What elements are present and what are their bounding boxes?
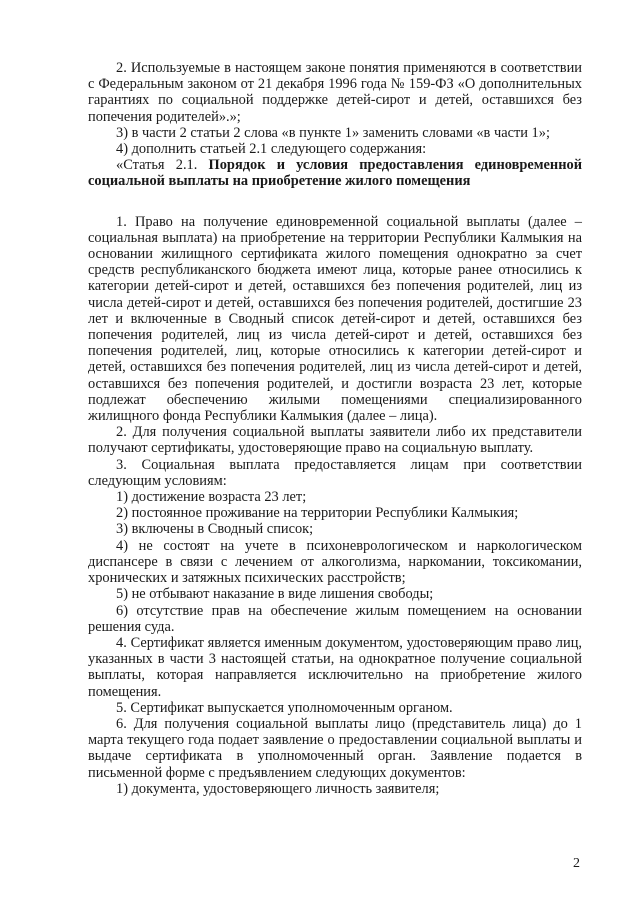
article-heading bbox=[88, 157, 582, 189]
article-part-5: 5. Сертификат выпускается уполномоченным органом. bbox=[116, 699, 453, 716]
condition-item-4: 4) не состоят на учете в психоневрологическом и наркологическом диспансере в связи с лечением от алкоголизма, наркомании, токсикомании, хронических и затяжных психических расстройств; bbox=[88, 537, 582, 587]
paragraph-amendment-4: 4) дополнить статьей 2.1 следующего содержания: bbox=[116, 141, 427, 158]
condition-item-2: 2) постоянное проживание на территории Республики Калмыкия; bbox=[116, 505, 519, 522]
condition-item-3: 3) включены в Сводный список; bbox=[116, 521, 314, 538]
paragraph-amendment-3: 3) в части 2 статьи 2 слова «в пункте 1» заменить словами «в части 1»; bbox=[116, 124, 550, 141]
paragraph-definitions-note: 2. Используемые в настоящем законе понятия применяются в соответствии с Федеральным законом от 21 декабря 1996 года № 159-ФЗ «О дополнительных гарантиях по социальной поддержке детей-сирот и детей, оставшихся без попечения родителей».»; bbox=[88, 60, 582, 125]
article-part-4: 4. Сертификат является именным документом, удостоверяющим право лиц, указанных в части 3 настоящей статьи, на однократное получение социальной выплаты, которая направляется исключительно на приобретение жилого помещения. bbox=[88, 634, 582, 700]
document-item-1: 1) документа, удостоверяющего личность заявителя; bbox=[116, 780, 440, 797]
article-title: Порядок и условия предоставления единовременной социальной выплаты на приобретение жилого помещения bbox=[88, 157, 582, 190]
document-page bbox=[88, 60, 582, 797]
condition-item-5: 5) не отбывают наказание в виде лишения свободы; bbox=[116, 586, 434, 603]
article-part-3: 3. Социальная выплата предоставляется лицам при соответствии следующим условиям: bbox=[88, 456, 582, 489]
page-number: 2 bbox=[573, 856, 580, 871]
condition-item-6: 6) отсутствие прав на обеспечение жилым помещением на основании решения суда. bbox=[88, 602, 582, 635]
article-part-1: 1. Право на получение единовременной социальной выплаты (далее – социальная выплата) на приобретение на территории Республики Калмыкия на основании жилищного сертификата жилого помещения однократно за счет средств республиканского бюджета имеют лица, которые ранее относились к категории детей-сирот и детей, оставшихся без попечения родителей, лиц из числа детей-сирот и детей, оставшихся без попечения родителей, достигшие 23 лет и включенные в Сводный список детей-сирот и детей, оставшихся без попечения родителей, лиц из числа детей-сирот и детей, оставшихся без попечения родителей, лиц, которые относились к категории детей-сирот и детей, оставшихся без попечения родителей, лиц из числа детей-сирот и детей, оставшихся без попечения родителей, и достигли возраста 23 лет, которые подлежат обеспечению жилыми помещениями специализированного жилищного фонда Республики Калмыкия (далее – лица). bbox=[88, 213, 582, 425]
article-part-2: 2. Для получения социальной выплаты заявители либо их представители получают сертификаты, удостоверяющие право на социальную выплату. bbox=[88, 424, 582, 457]
condition-item-1: 1) достижение возраста 23 лет; bbox=[116, 489, 307, 506]
article-number: «Статья 2.1. bbox=[116, 157, 209, 174]
article-part-6: 6. Для получения социальной выплаты лицо (представитель лица) до 1 марта текущего года подает заявление о предоставлении социальной выплаты и выдаче сертификата в уполномоченный орган. Заявление подается в письменной форме с предъявлением следующих документов: bbox=[88, 715, 582, 781]
